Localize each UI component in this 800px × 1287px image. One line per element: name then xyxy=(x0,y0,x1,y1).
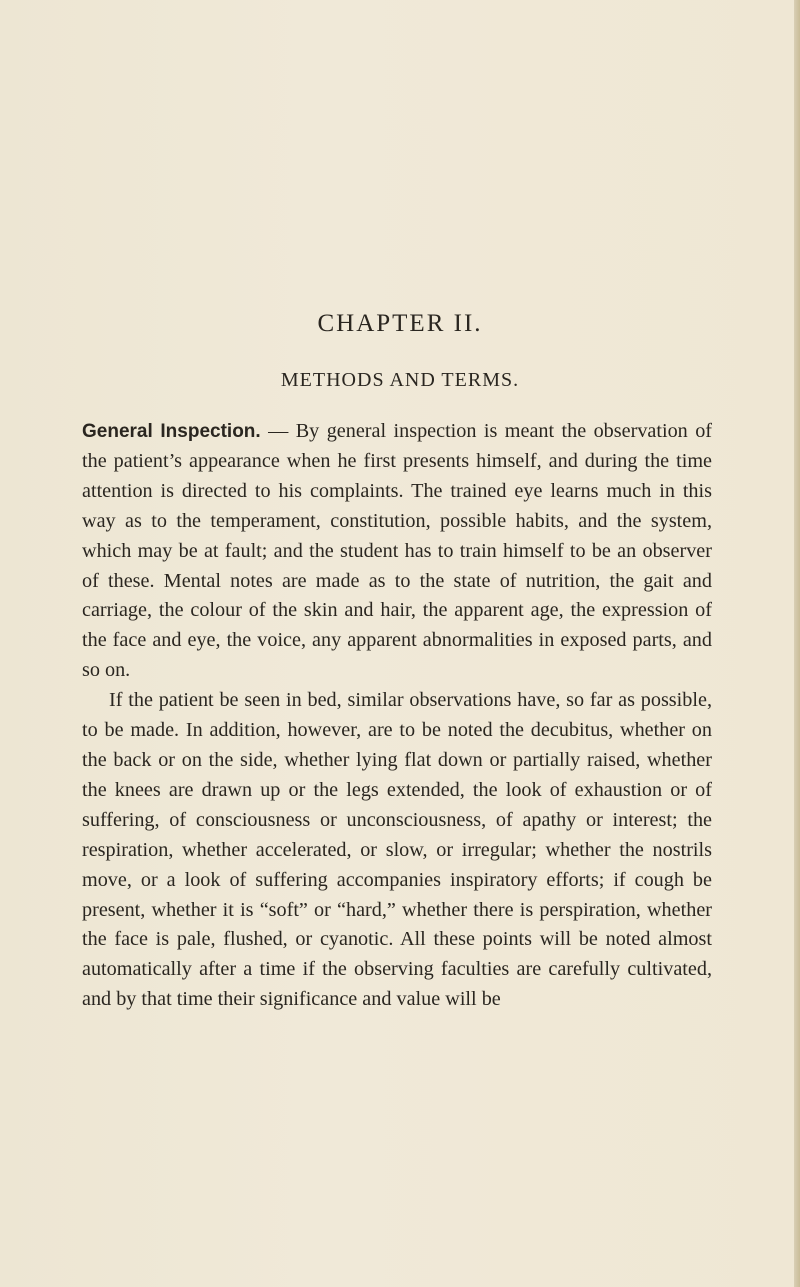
section-title: METHODS AND TERMS. xyxy=(280,369,520,391)
body-text xyxy=(82,417,712,1015)
paragraph-text: If the patient be seen in bed, similar observations have, so far as possible, to be made. In addition, however, are to be noted the decubitus, whether on the back or on the side, whether lying flat down or partially raised, whether the knees are drawn up or the legs extended, the look of exhaustion or of suffering, of consciousness or unconsciousness, of apathy or interest; the respiration, whether accelerated, or slow, or irregular; whether the nostrils move, or a look of suffering accompanies inspiratory efforts; if cough be present, whether it is “soft” or “hard,” whether there is perspiration, whether the face is pale, flushed, or cyanotic. All these points will be noted almost automatically after a time if the observing faculties are carefully cultivated, and by that time their significance and value will be xyxy=(82,689,712,1011)
run-in-heading: General Inspection. xyxy=(82,421,261,442)
page-edge xyxy=(794,0,800,1287)
paragraph-bed-observation xyxy=(82,686,712,1015)
paragraph-text: — By general inspection is meant the observation of the patient’s appearance when he first presents himself, and during the time attention is directed to his complaints. The trained eye learns much in this way as to the temperament, constitution, possible habits, and the system, which may be at fault; and the student has to train himself to be an observer of these. Mental notes are made as to the state of nutrition, the gait and carriage, the colour of the skin and hair, the apparent age, the expression of the face and eye, the voice, any apparent abnormalities in exposed parts, and so on. xyxy=(82,420,713,682)
paragraph-general-inspection xyxy=(82,417,712,686)
chapter-title: CHAPTER II. xyxy=(317,310,483,337)
